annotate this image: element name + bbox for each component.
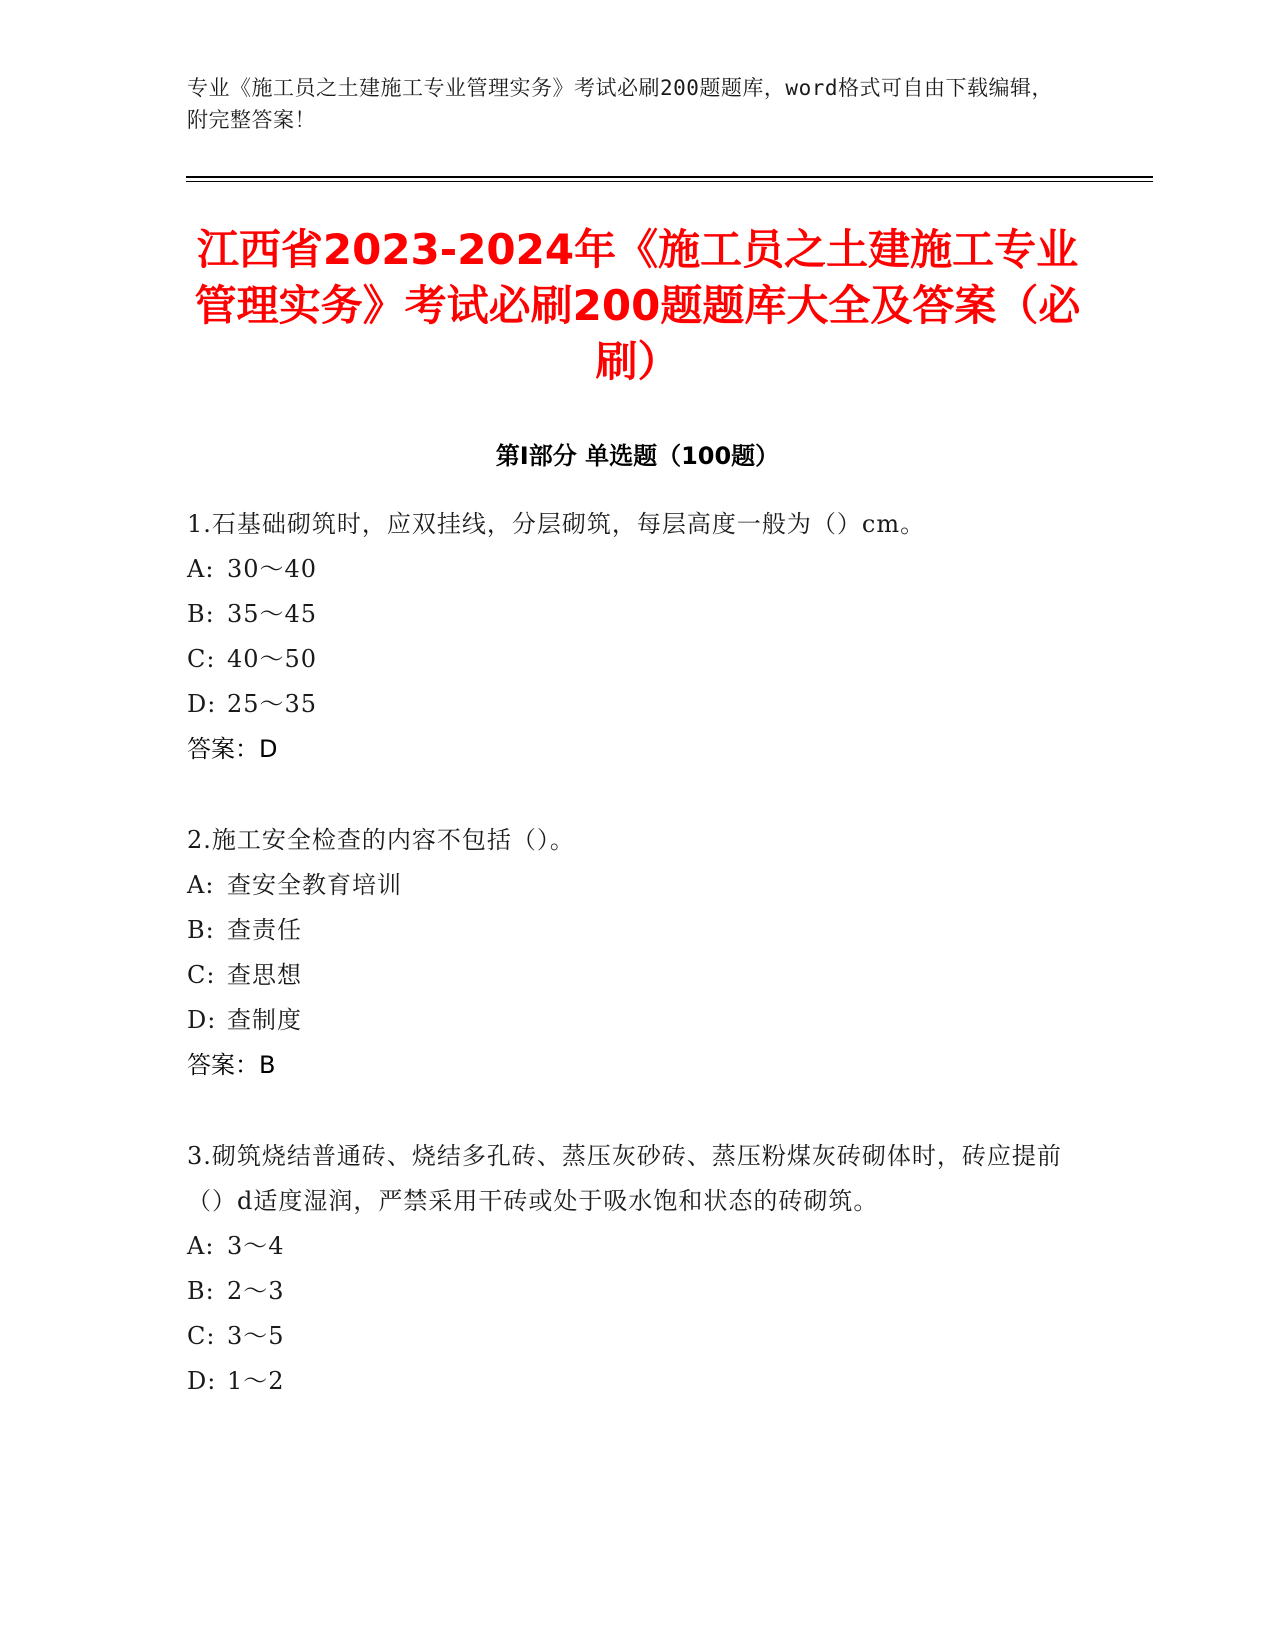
option-text: 30～40 [227, 555, 318, 583]
option-b [187, 1269, 1087, 1314]
option-text: 25～35 [227, 690, 318, 718]
option-c [187, 1314, 1087, 1359]
option-key: C: [187, 645, 216, 673]
option-text: 3～5 [227, 1322, 285, 1350]
option-key: C: [187, 961, 216, 989]
option-text: 2～3 [227, 1277, 285, 1305]
question-1 [187, 502, 1087, 772]
option-key: D: [187, 690, 217, 718]
question-stem: 3.砌筑烧结普通砖、烧结多孔砖、蒸压灰砂砖、蒸压粉煤灰砖砌体时，砖应提前（）d适度湿润，严禁采用干砖或处于吸水饱和状态的砖砌筑。 [187, 1142, 1062, 1215]
answer-line: 答案：B [187, 1051, 276, 1079]
option-a [187, 1224, 1087, 1269]
option-key: A: [187, 871, 215, 899]
option-text: 3～4 [227, 1232, 285, 1260]
option-c [187, 637, 1087, 682]
section-title: 第Ⅰ部分 单选题（100题） [495, 442, 780, 470]
option-a [187, 863, 1087, 908]
option-key: A: [187, 1232, 215, 1260]
option-d [187, 682, 1087, 727]
option-key: B: [187, 600, 215, 628]
option-text: 40～50 [227, 645, 318, 673]
question-stem: 1.石基础砌筑时，应双挂线，分层砌筑，每层高度一般为（）cm。 [187, 510, 926, 538]
option-b [187, 592, 1087, 637]
option-text: 查制度 [227, 1006, 302, 1034]
header-divider-thin [186, 181, 1153, 182]
answer-line: 答案：D [187, 735, 278, 763]
option-b [187, 908, 1087, 953]
option-key: A: [187, 555, 215, 583]
question-stem: 2.施工安全检查的内容不包括（）。 [187, 826, 575, 854]
option-key: B: [187, 1277, 215, 1305]
question-3 [187, 1134, 1087, 1404]
option-d [187, 998, 1087, 1043]
option-c [187, 953, 1087, 998]
option-text: 35～45 [227, 600, 318, 628]
question-2 [187, 818, 1087, 1088]
document-title: 江西省2023-2024年《施工员之土建施工专业管理实务》考试必刷200题题库大全及答案（必刷） [194, 225, 1081, 386]
option-a [187, 547, 1087, 592]
header-divider-thick [186, 176, 1153, 178]
option-key: D: [187, 1006, 217, 1034]
option-key: D: [187, 1367, 217, 1395]
header-note: 专业《施工员之土建施工专业管理实务》考试必刷200题题库，word格式可自由下载编辑，附完整答案！ [187, 76, 1053, 132]
option-d [187, 1359, 1087, 1404]
option-key: C: [187, 1322, 216, 1350]
option-text: 1～2 [227, 1367, 285, 1395]
option-text: 查思想 [227, 961, 302, 989]
option-key: B: [187, 916, 215, 944]
option-text: 查责任 [227, 916, 302, 944]
option-text: 查安全教育培训 [227, 871, 402, 899]
